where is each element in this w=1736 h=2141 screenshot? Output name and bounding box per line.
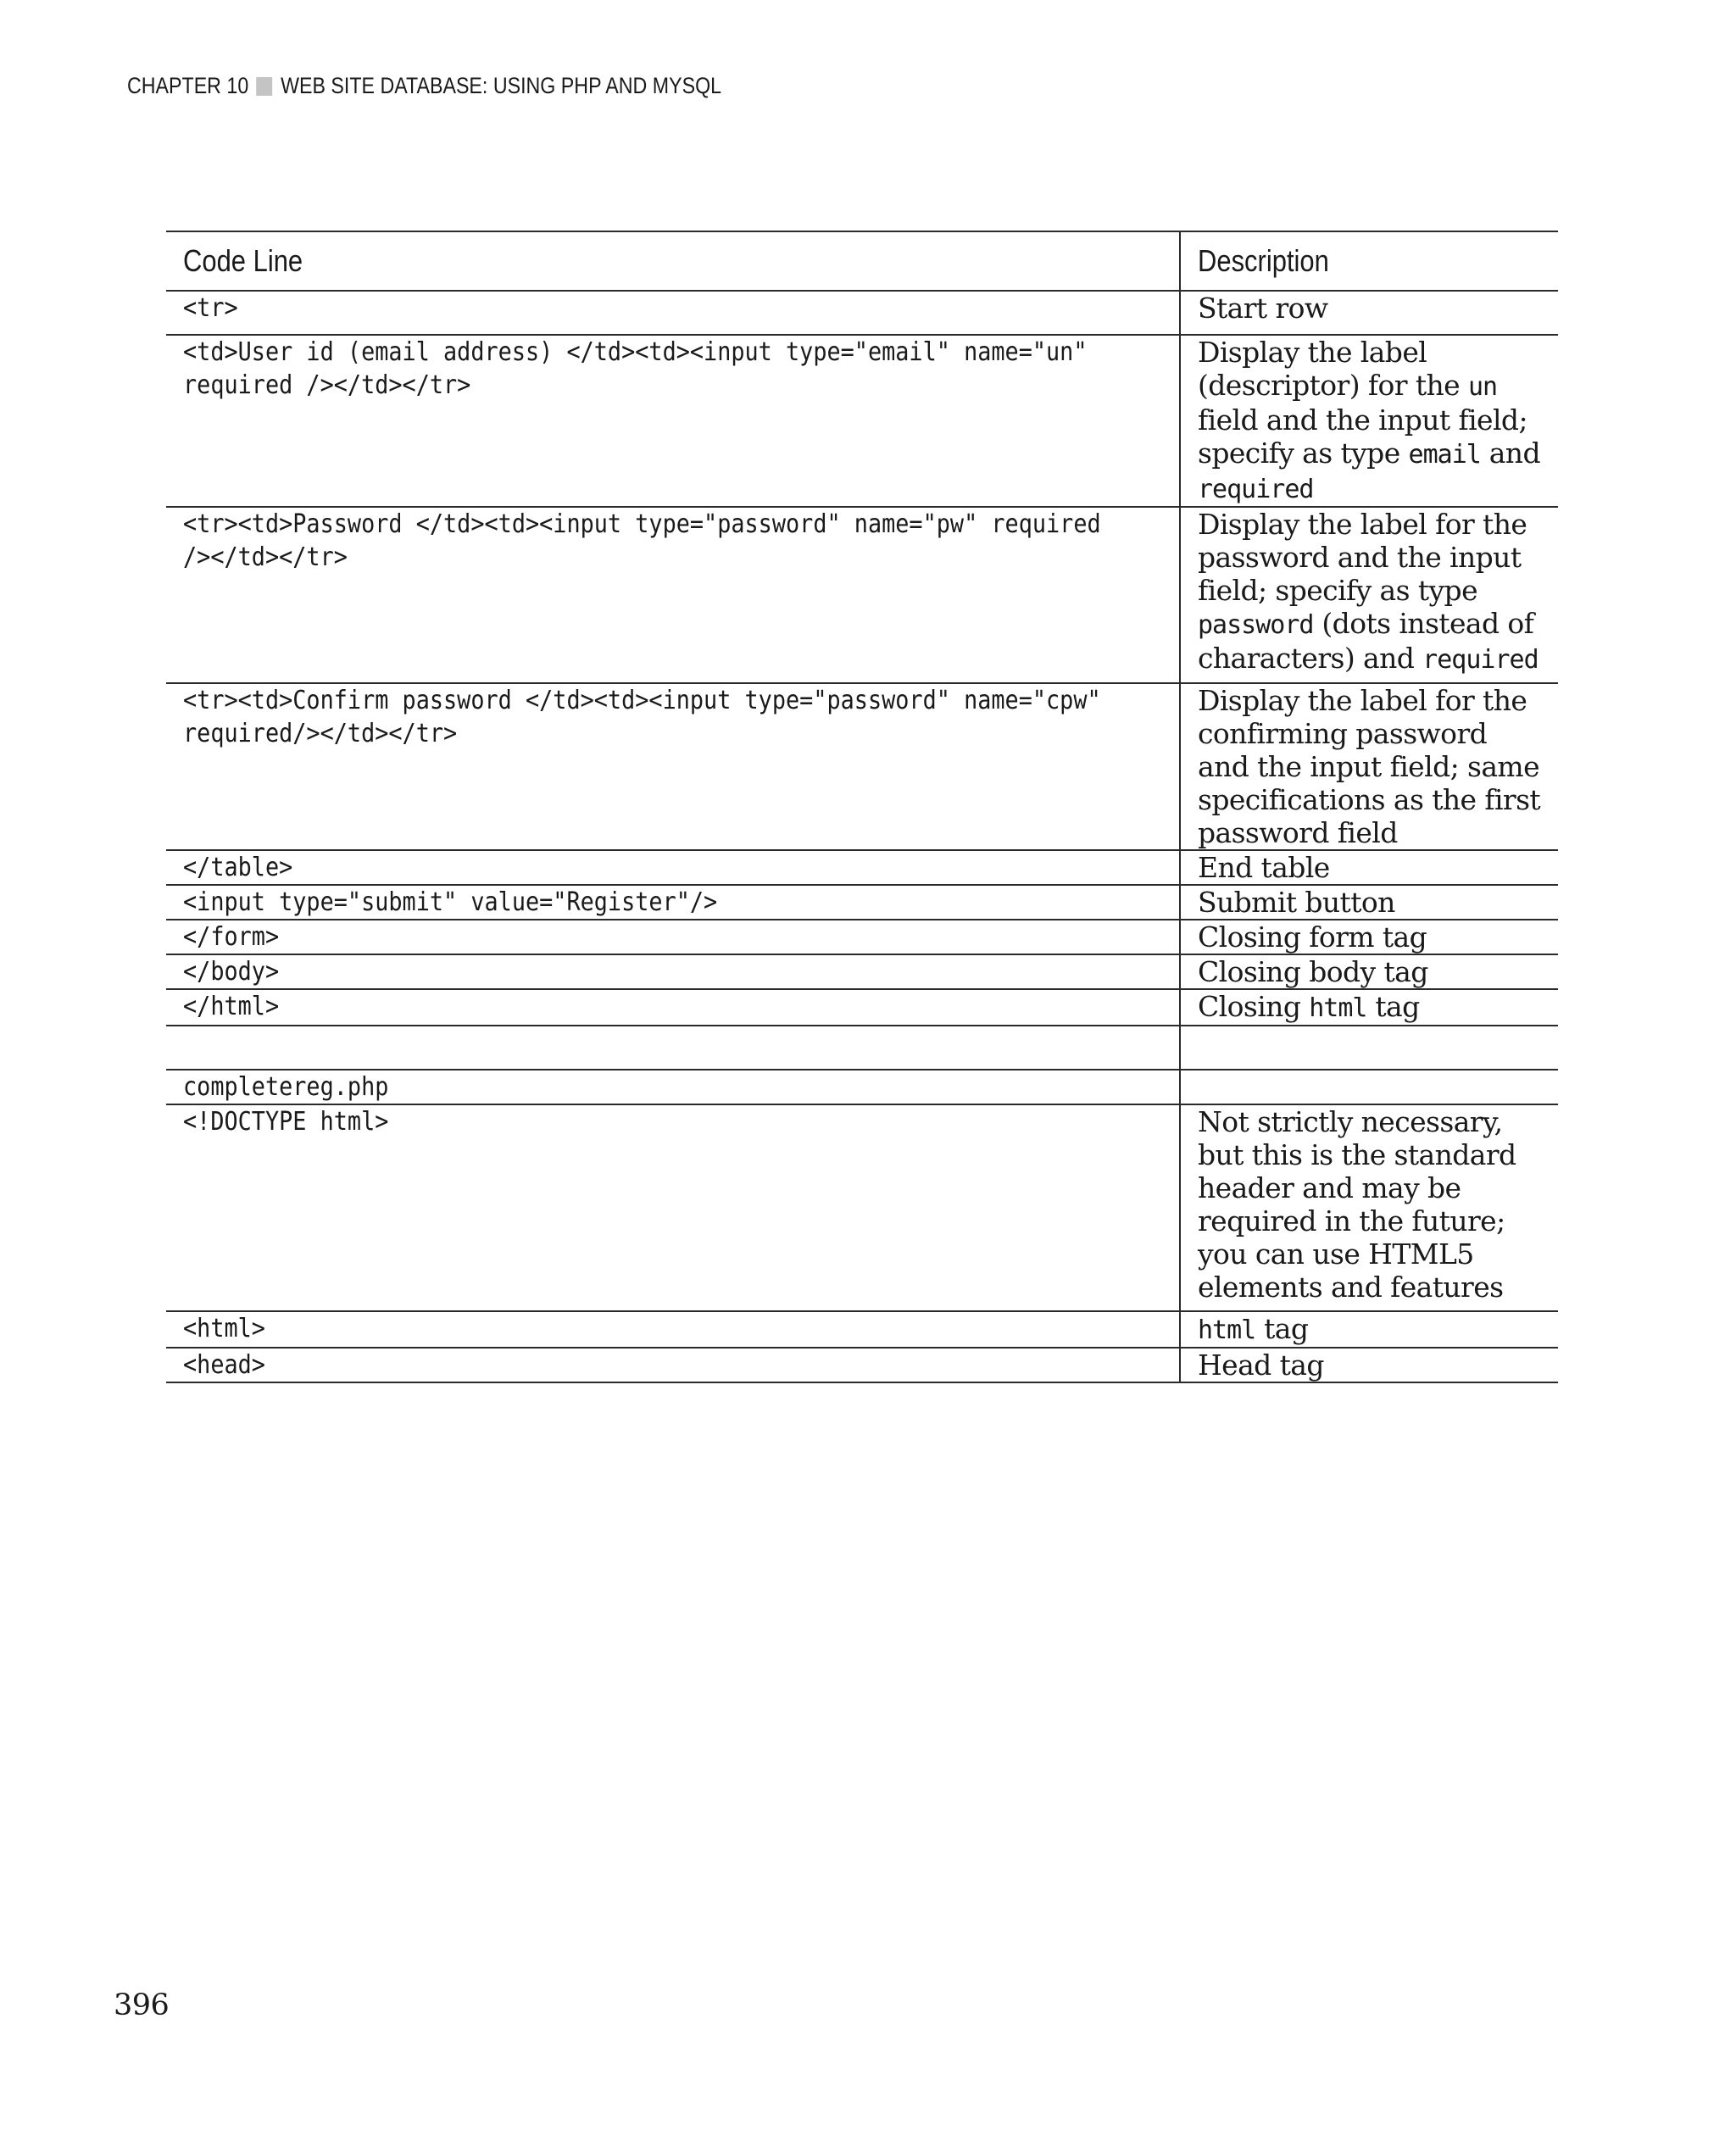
code-cell [166,683,1180,850]
table-row [166,920,1558,954]
description-text: End table [1198,851,1330,884]
description-cell [1180,885,1558,920]
inline-code: html [1309,993,1367,1023]
description-text: Display the label (descriptor) for the [1198,336,1468,402]
inline-code: required [1422,645,1538,675]
code-line-text: </form> [183,922,280,952]
description-cell [1180,683,1558,850]
code-cell [166,507,1180,683]
description-text: tag [1255,1312,1309,1345]
description-cell [1180,850,1558,885]
code-line-text: <head> [183,1350,265,1380]
table-row [166,335,1558,507]
code-line-text: <input type="submit" value="Register"/> [183,887,718,917]
code-cell [166,1070,1180,1104]
description-text: tag [1366,990,1420,1023]
description-cell [1180,291,1558,335]
description-text: (dots instead of characters) and [1198,607,1534,675]
inline-code: un [1467,372,1498,402]
description-text: Closing form tag [1198,920,1427,954]
description-text: Not strictly necessary, but this is the standard header and may be required in the future; you can use HTML5 elements and features [1198,1105,1516,1304]
table-row [166,683,1558,850]
code-line-text: <html> [183,1314,265,1343]
code-line-text: </table> [183,853,293,882]
code-cell [166,1311,1180,1348]
code-cell [166,1026,1180,1070]
code-line-text: </body> [183,957,280,987]
description-text: Display the label for the confirming password and the input field; same specifications as the first password field [1198,684,1541,849]
page-number: 396 [114,1988,170,2022]
table-row [166,989,1558,1026]
table-row [166,1026,1558,1070]
inline-code: email [1408,440,1481,470]
code-line-text: <td>User id (email address) </td><td><input type="email" name="un" [183,337,1088,367]
description-text: Closing body tag [1198,955,1428,988]
description-text: Closing [1198,990,1310,1023]
chapter-title: WEB SITE DATABASE: USING PHP AND MYSQL [281,73,722,98]
code-cell [166,920,1180,954]
table-header-row [166,231,1558,291]
code-cell [166,291,1180,335]
description-cell [1180,1348,1558,1382]
description-text: Submit button [1198,886,1395,919]
description-cell [1180,954,1558,989]
code-line-text: <!DOCTYPE html> [183,1107,389,1137]
code-line-text: <tr> [183,293,238,323]
table-row [166,954,1558,989]
running-head [127,73,721,99]
code-cell [166,850,1180,885]
code-cell [166,989,1180,1026]
code-cell [166,885,1180,920]
code-description-table [166,231,1558,1383]
code-line-text: </html> [183,992,280,1021]
inline-code: required [1198,475,1314,504]
description-text: and [1480,437,1540,470]
code-line-text: <tr><td>Confirm password </td><td><input type="password" name="cpw" [183,686,1101,715]
inline-code: password [1198,610,1314,640]
table-row [166,1311,1558,1348]
table-row [166,1070,1558,1104]
code-line-text: completereg.php [183,1072,389,1102]
description-cell [1180,507,1558,683]
table-row [166,507,1558,683]
description-text: Start row [1198,292,1328,325]
description-text: field and the input field; specify as type [1198,403,1527,470]
code-cell [166,335,1180,507]
code-cell [166,954,1180,989]
table-row [166,1348,1558,1382]
table-row [166,850,1558,885]
description-text: Display the label for the password and the input field; specify as type [1198,508,1527,607]
chapter-label: CHAPTER 10 [127,73,249,98]
code-cell [166,1348,1180,1382]
code-line-text: required /></td></tr> [183,370,471,400]
code-line-text: /></td></tr> [183,542,348,572]
code-cell [166,1104,1180,1311]
description-cell [1180,335,1558,507]
description-cell [1180,989,1558,1026]
inline-code: html [1198,1315,1256,1345]
description-cell [1180,1026,1558,1070]
separator-square-icon [256,77,272,96]
table-body [166,291,1558,1382]
table-row [166,291,1558,335]
table-row [166,1104,1558,1311]
description-cell [1180,920,1558,954]
table-row [166,885,1558,920]
code-line-header: Code Line [183,243,303,278]
code-line-text: required/></td></tr> [183,719,458,748]
description-cell [1180,1070,1558,1104]
description-cell [1180,1311,1558,1348]
description-header: Description [1180,231,1558,291]
description-cell [1180,1104,1558,1311]
description-text: Head tag [1198,1349,1324,1382]
code-line-text: <tr><td>Password </td><td><input type="password" name="pw" required [183,509,1101,539]
